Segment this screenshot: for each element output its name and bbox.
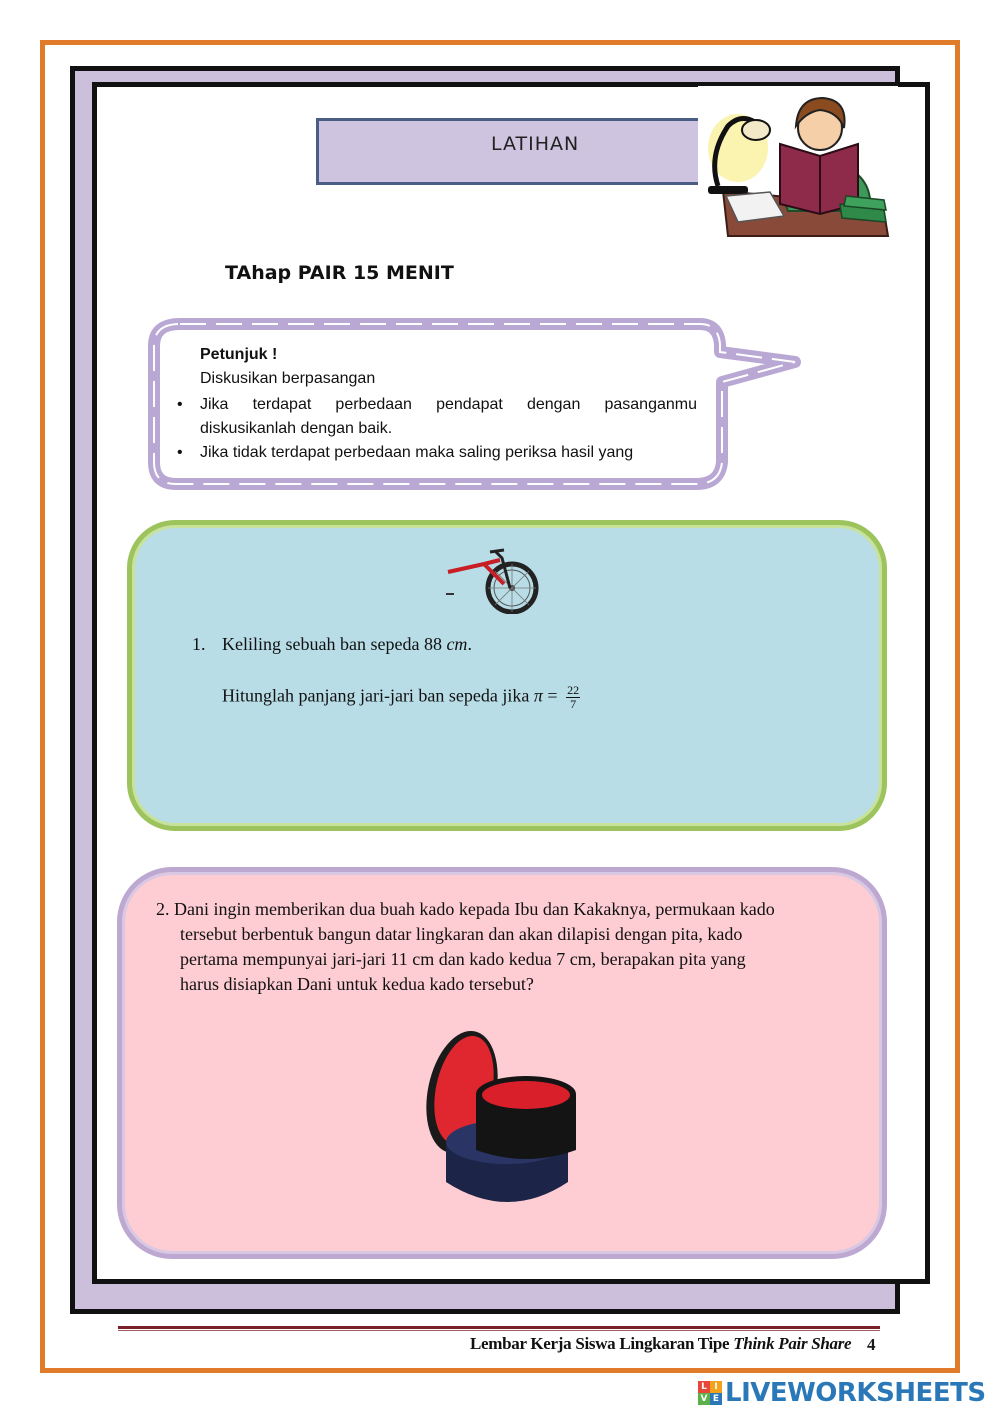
- page-title: LATIHAN: [491, 133, 580, 155]
- instructions-heading: Petunjuk !: [200, 346, 278, 363]
- pi-symbol: π: [533, 685, 543, 706]
- question-1-number: 1.: [192, 634, 206, 654]
- liveworksheets-wordmark: LIVEWORKSHEETS: [725, 1378, 986, 1408]
- question-2-line: 2. Dani ingin memberikan dua buah kado kepada Ibu dan Kakaknya, permukaan kado: [156, 899, 775, 919]
- question-2-text: [156, 897, 856, 997]
- question-1-line-2: Hitunglah panjang jari-jari ban sepeda jika π = $\frac{22}{7}$: [222, 683, 580, 711]
- footer-emphasis: Think Pair Share: [733, 1334, 852, 1353]
- bicycle-wheel-icon: [444, 548, 560, 614]
- question-2-line: pertama mempunyai jari-jari 11 cm dan kado kedua 7 cm, berapakan pita yang: [180, 949, 746, 969]
- unit-text: cm: [446, 634, 468, 654]
- footer-rule-thin: [118, 1330, 880, 1331]
- question-2-line: tersebut berbentuk bangun datar lingkaran dan akan dilapisi dengan pita, kado: [180, 924, 743, 944]
- pi-fraction: $\frac{22}{7}$: [567, 683, 580, 711]
- page-number: 4: [867, 1335, 876, 1354]
- liveworksheets-logo[interactable]: [698, 1378, 986, 1408]
- question-2-line: harus disiapkan Dani untuk kedua kado tersebut?: [180, 974, 534, 994]
- instruction-bullet: • Jika terdapat perbedaan pendapat dengan pasanganmu diskusikanlah dengan baik.: [175, 393, 697, 441]
- stage-title: TAhap PAIR 15 MENIT: [225, 262, 454, 284]
- instructions-list: [175, 393, 697, 465]
- student-reading-illustration-icon: [698, 86, 898, 246]
- question-1-line-1: 1. Keliling sebuah ban sepeda 88 cm.: [192, 634, 472, 654]
- instructions: [175, 343, 697, 465]
- instructions-subheading: Diskusikan berpasangan: [200, 370, 376, 387]
- liveworksheets-mark-icon: L I V E: [698, 1381, 722, 1405]
- footer-title: Lembar Kerja Siswa Lingkaran Tipe Think Pair Share: [470, 1334, 852, 1353]
- footer-rule: [118, 1326, 880, 1329]
- instruction-bullet: • Jika tidak terdapat perbedaan maka saling periksa hasil yang: [175, 441, 697, 465]
- round-gift-box-icon: [418, 1022, 588, 1212]
